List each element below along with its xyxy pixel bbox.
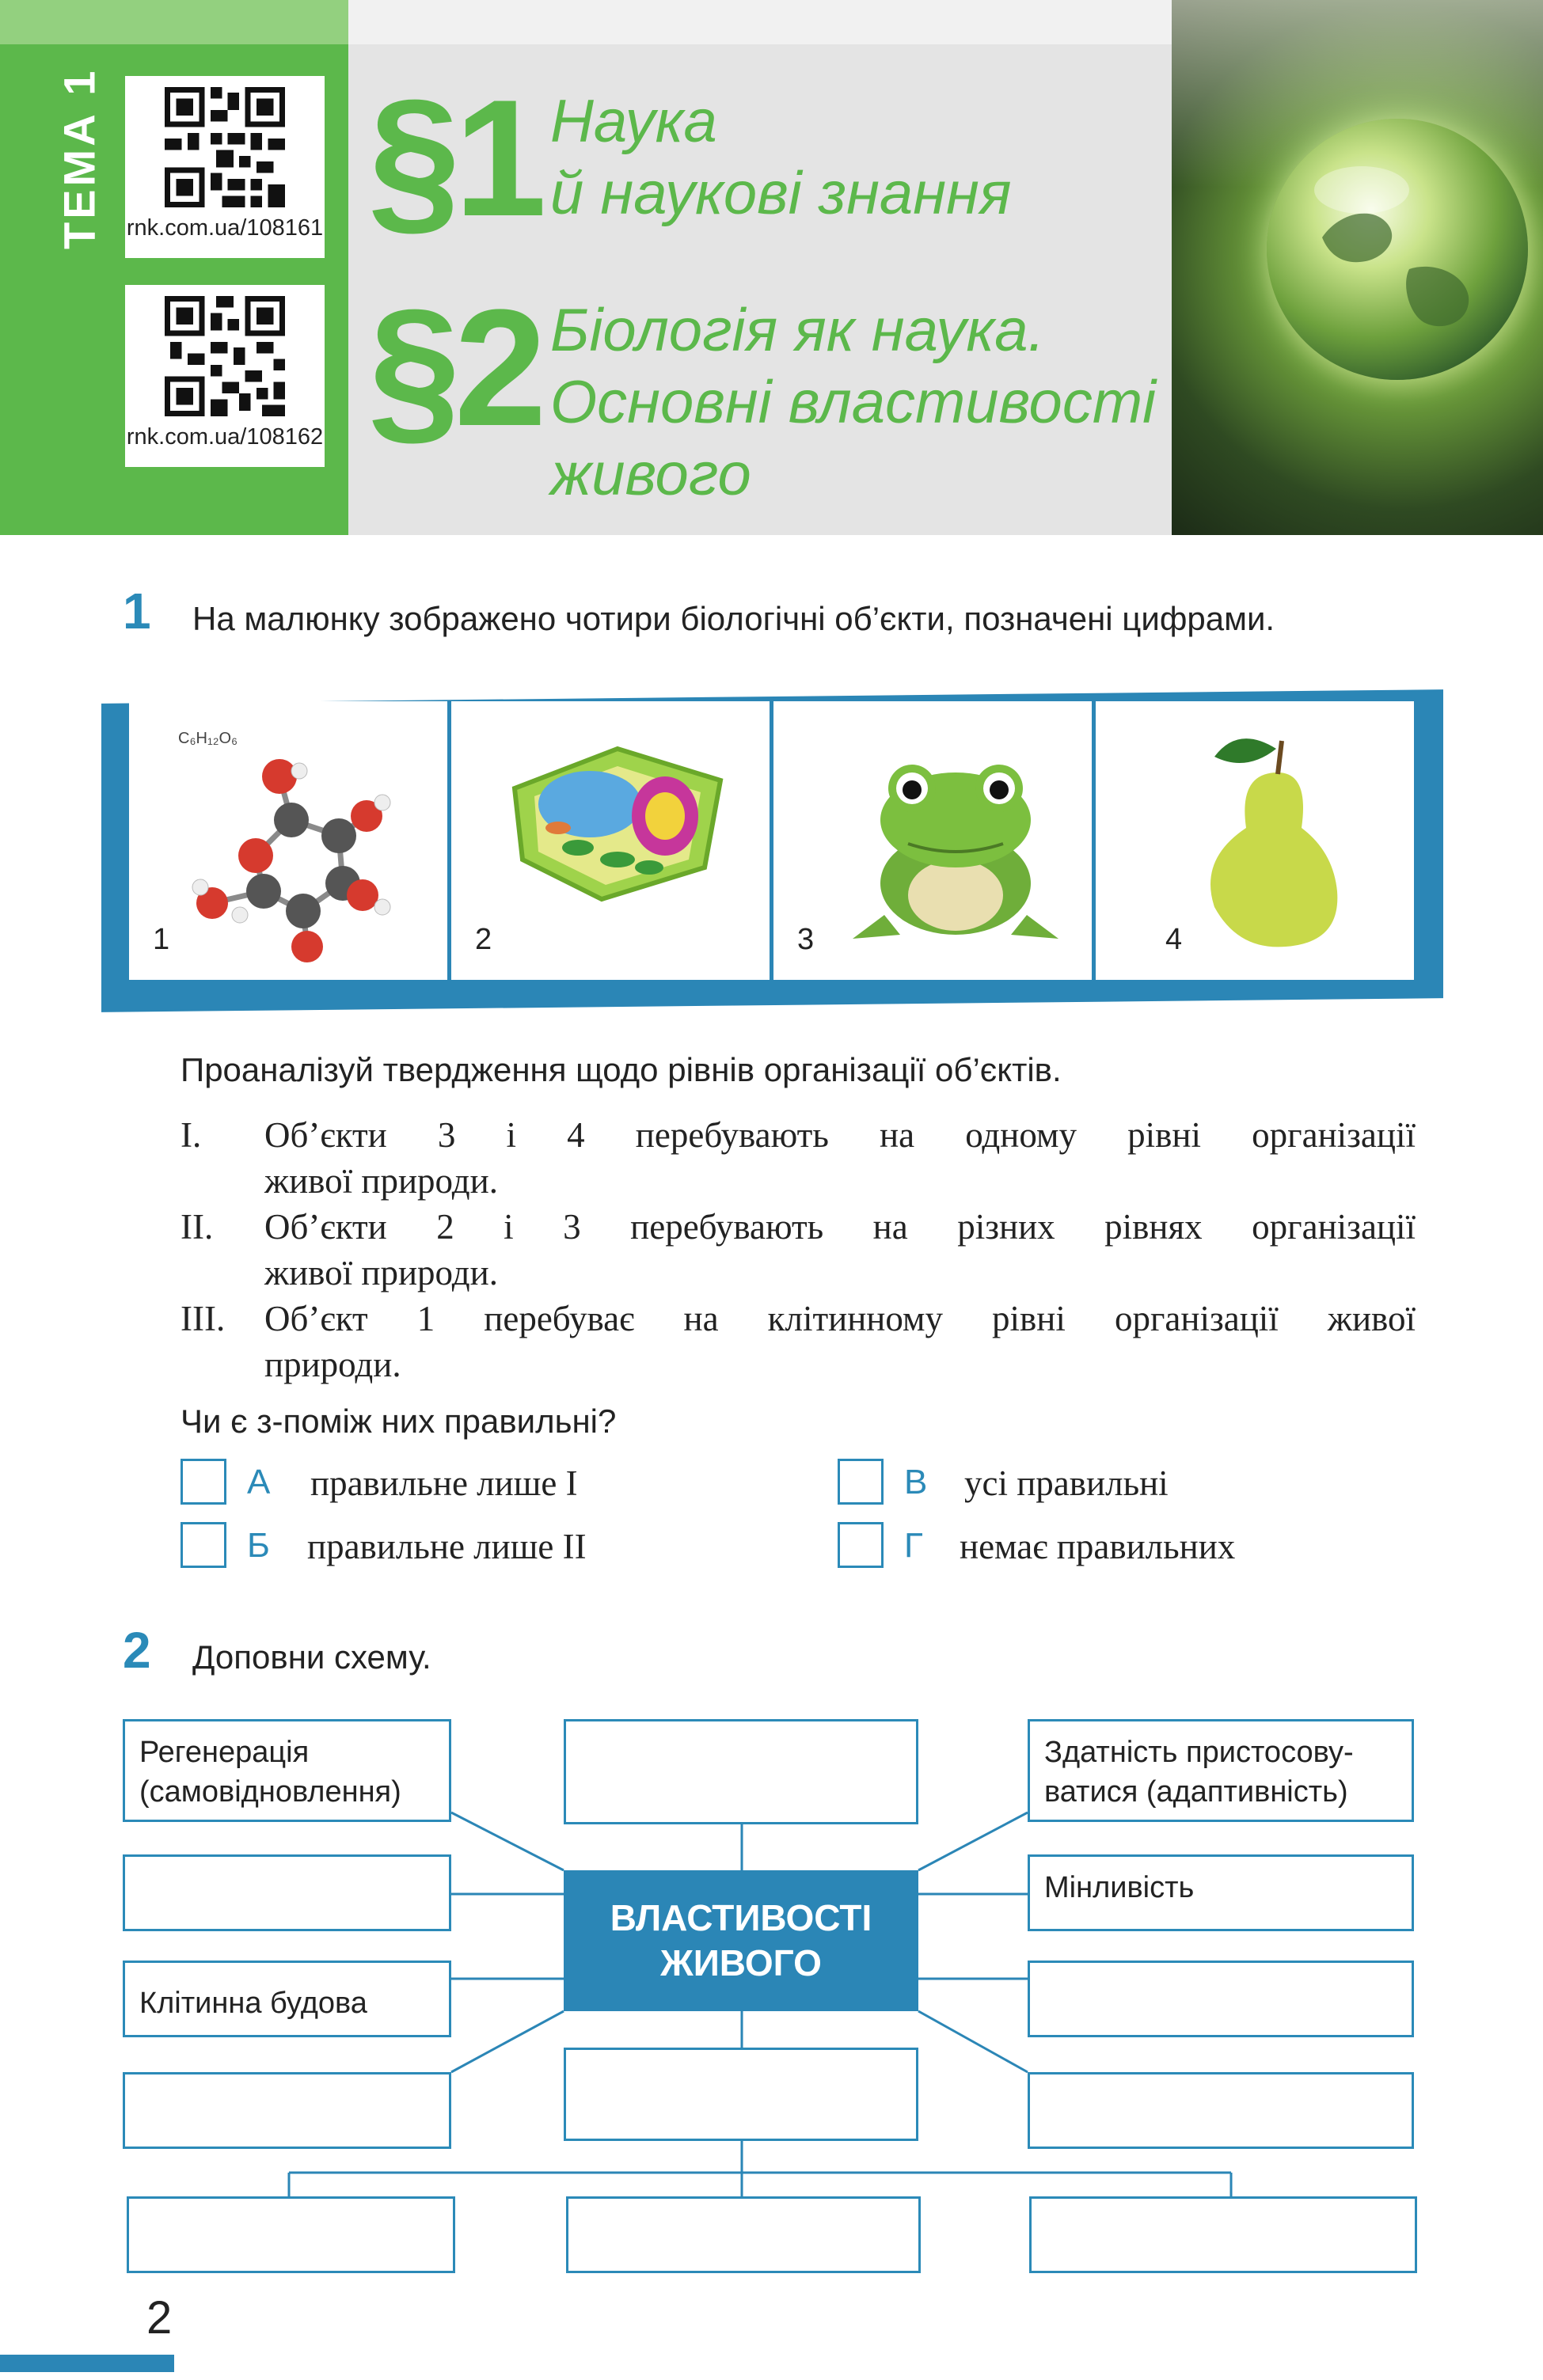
scheme-box-left-4-empty[interactable] [123, 2072, 451, 2149]
scheme-box-bottom-row-1-empty[interactable] [127, 2196, 455, 2273]
statement-2-num: II. [181, 1207, 214, 1247]
option-a-letter: А [247, 1463, 271, 1501]
qr-link-1[interactable]: rnk.com.ua/108161 [126, 215, 324, 241]
option-g-letter: Г [904, 1526, 923, 1565]
scheme-box-bottom-empty[interactable] [564, 2048, 918, 2141]
picture-label-2: 2 [475, 923, 492, 956]
paragraph-2-title-line: Біологія як наука. [550, 297, 1045, 364]
center-line-1: ВЛАСТИВОСТІ [610, 1896, 872, 1938]
picture-label-3: 3 [797, 923, 815, 956]
option-v-text: усі правильні [964, 1463, 1169, 1503]
statement-1-num: I. [181, 1115, 202, 1155]
scheme-box-left-3: Клітинна будова [123, 1961, 451, 2037]
picture-label-4: 4 [1165, 923, 1183, 956]
scheme-box-left-1: Регенерація (самовідновлення) [123, 1719, 451, 1822]
statement-2-line2: живої природи. [264, 1253, 498, 1292]
scheme-box-top-empty[interactable] [564, 1719, 918, 1824]
molecule-formula: C₆H₁₂O₆ [178, 730, 238, 747]
task-2-text: Доповни схему. [192, 1638, 431, 1676]
task-1-intro: Проаналізуй твердження щодо рівнів організації об’єктів. [181, 1051, 1062, 1088]
statement-1-line2: живої природи. [264, 1161, 498, 1201]
paragraph-2-number: §2 [368, 275, 541, 461]
statement-3-line2: природи. [264, 1345, 401, 1384]
option-b-text: правильне лише II [307, 1527, 587, 1566]
paragraph-1-number: §1 [368, 65, 541, 251]
statement-2-line1: Об’єкти 2 і 3 перебувають на різних рівнях організації [264, 1207, 1416, 1247]
statement-1-line1: Об’єкти 3 і 4 перебувають на одному рівні організації [264, 1115, 1416, 1155]
scheme-box-right-3-empty[interactable] [1028, 1961, 1414, 2037]
task-1-question: Чи є з-поміж них правильні? [181, 1403, 617, 1440]
picture-label-1: 1 [153, 923, 170, 956]
task-1-number: 1 [123, 583, 151, 640]
scheme-box-left-2-empty[interactable] [123, 1854, 451, 1931]
page-number: 2 [146, 2292, 173, 2344]
scheme-box-right-1: Здатність пристосову-ватися (адаптивність) [1028, 1719, 1414, 1822]
option-v-letter: В [904, 1463, 928, 1501]
paragraph-2-title-line: Основні властивості [550, 369, 1157, 437]
scheme-box-right-4-empty[interactable] [1028, 2072, 1414, 2149]
task-2-number: 2 [123, 1622, 151, 1679]
scheme-box-bottom-row-3-empty[interactable] [1029, 2196, 1417, 2273]
option-a-text: правильне лише I [310, 1463, 578, 1503]
task-1-text: На малюнку зображено чотири біологічні об’єкти, позначені цифрами. [192, 600, 1275, 637]
qr-link-2[interactable]: rnk.com.ua/108162 [126, 424, 324, 450]
paragraph-2-title-line: живого [550, 441, 751, 509]
scheme-box-right-2: Мінливість [1028, 1854, 1414, 1931]
statement-3-num: III. [181, 1299, 226, 1338]
center-line-2: ЖИВОГО [660, 1942, 822, 1983]
page-number-bar [0, 2355, 174, 2372]
paragraph-1-title-line: Наука [550, 88, 717, 155]
option-g-text: немає правильних [960, 1527, 1236, 1566]
statement-3-line1: Об’єкт 1 перебуває на клітинному рівні організації живої [264, 1299, 1416, 1338]
scheme-center-box [564, 1870, 918, 2011]
paragraph-1-title-line: й наукові знання [550, 160, 1012, 228]
option-b-letter: Б [247, 1526, 270, 1565]
tema-label: ТЕМА 1 [54, 67, 105, 249]
scheme-box-bottom-row-2-empty[interactable] [566, 2196, 921, 2273]
